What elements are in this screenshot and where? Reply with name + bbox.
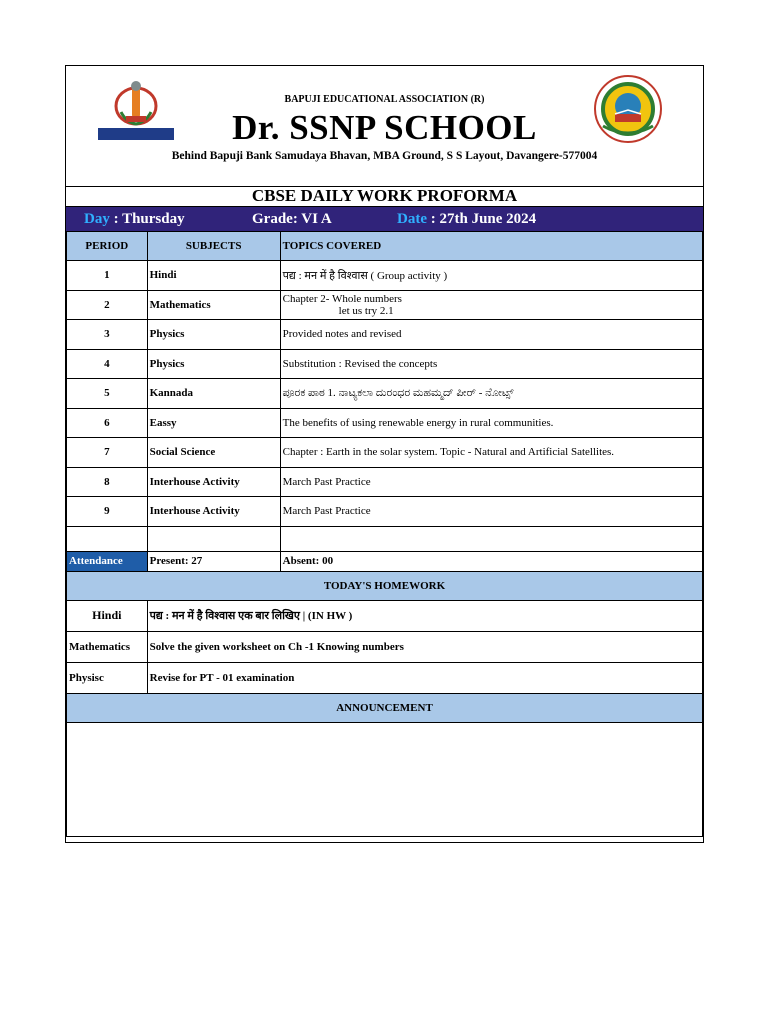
topic-line: Chapter 2- Whole numbers <box>282 292 402 305</box>
table-row <box>67 438 703 468</box>
school-header <box>66 66 703 187</box>
date-value: : 27th June 2024 <box>427 211 537 227</box>
topic-cell: Substitution : Revised the concepts <box>280 349 702 379</box>
info-bar <box>66 207 703 231</box>
work-table <box>66 231 703 837</box>
homework-title-row <box>67 571 703 600</box>
day-info <box>84 207 185 231</box>
empty-cell <box>280 526 702 551</box>
topic-cell: पद्य : मन में है विश्वास ( Group activity ) <box>280 261 702 291</box>
topic-cell: ಪೂರಕ ಪಾಠ 1. ನಾಟ್ಯಕಲಾ ದುರಂಧರ ಮಹಮ್ಮದ್ ಪೀರ್ - ನೋಟ್ಸ್ <box>280 379 702 409</box>
subject-cell: Interhouse Activity <box>147 497 280 527</box>
homework-subject: Mathematics <box>67 631 148 662</box>
subject-cell: Eassy <box>147 408 280 438</box>
topic-cell: March Past Practice <box>280 497 702 527</box>
table-row <box>67 349 703 379</box>
homework-row <box>67 631 703 662</box>
attendance-label: Attendance <box>67 551 148 571</box>
subject-cell: Hindi <box>147 261 280 291</box>
day-value: : Thursday <box>109 211 185 227</box>
school-name: Dr. SSNP SCHOOL <box>232 108 537 147</box>
period-cell: 2 <box>67 290 148 320</box>
topic-cell <box>280 290 702 320</box>
homework-task: Revise for PT - 01 examination <box>147 662 702 693</box>
topic-subline: let us try 2.1 <box>338 304 394 317</box>
subject-cell: Mathematics <box>147 290 280 320</box>
day-label: Day <box>84 211 110 227</box>
period-header: PERIOD <box>67 232 148 261</box>
period-cell: 1 <box>67 261 148 291</box>
period-cell: 9 <box>67 497 148 527</box>
table-row <box>67 497 703 527</box>
table-row <box>67 261 703 291</box>
date-label: Date <box>397 211 427 227</box>
empty-cell <box>147 526 280 551</box>
period-cell: 5 <box>67 379 148 409</box>
absent-count: Absent: 00 <box>280 551 702 571</box>
association-name: BAPUJI EDUCATIONAL ASSOCIATION (R) <box>284 94 485 105</box>
homework-row <box>67 662 703 693</box>
table-row <box>67 408 703 438</box>
period-cell: 6 <box>67 408 148 438</box>
subject-cell: Social Science <box>147 438 280 468</box>
topic-cell: Chapter : Earth in the solar system. Topic - Natural and Artificial Satellites. <box>280 438 702 468</box>
grade-info: Grade: VI A <box>252 211 332 227</box>
subject-cell: Physics <box>147 320 280 350</box>
work-proforma-sheet <box>65 65 704 843</box>
homework-row <box>67 600 703 631</box>
homework-title: TODAY'S HOMEWORK <box>67 571 703 600</box>
subject-cell: Kannada <box>147 379 280 409</box>
period-cell: 8 <box>67 467 148 497</box>
subject-cell: Interhouse Activity <box>147 467 280 497</box>
announcement-title: ANNOUNCEMENT <box>67 693 703 722</box>
topic-cell: Provided notes and revised <box>280 320 702 350</box>
homework-subject: Physisc <box>67 662 148 693</box>
subject-cell: Physics <box>147 349 280 379</box>
table-header-row <box>67 232 703 261</box>
period-cell: 3 <box>67 320 148 350</box>
empty-cell <box>67 526 148 551</box>
homework-subject: Hindi <box>67 600 148 631</box>
subjects-header: SUBJECTS <box>147 232 280 261</box>
announcement-title-row <box>67 693 703 722</box>
form-title: CBSE DAILY WORK PROFORMA <box>66 186 703 207</box>
announcement-body <box>67 722 703 836</box>
topic-cell: March Past Practice <box>280 467 702 497</box>
table-row <box>67 320 703 350</box>
topic-cell: The benefits of using renewable energy in rural communities. <box>280 408 702 438</box>
homework-task: पद्य : मन में है विश्वास एक बार लिखिए | (IN HW ) <box>147 600 702 631</box>
announcement-row <box>67 722 703 836</box>
topics-header: TOPICS COVERED <box>280 232 702 261</box>
present-count: Present: 27 <box>147 551 280 571</box>
table-row <box>67 467 703 497</box>
table-row <box>67 379 703 409</box>
period-cell: 7 <box>67 438 148 468</box>
homework-task: Solve the given worksheet on Ch -1 Knowing numbers <box>147 631 702 662</box>
empty-row <box>67 526 703 551</box>
attendance-row <box>67 551 703 571</box>
period-cell: 4 <box>67 349 148 379</box>
table-row <box>67 290 703 320</box>
school-address: Behind Bapuji Bank Samudaya Bhavan, MBA Ground, S S Layout, Davangere-577004 <box>171 150 598 162</box>
date-info <box>397 207 536 231</box>
